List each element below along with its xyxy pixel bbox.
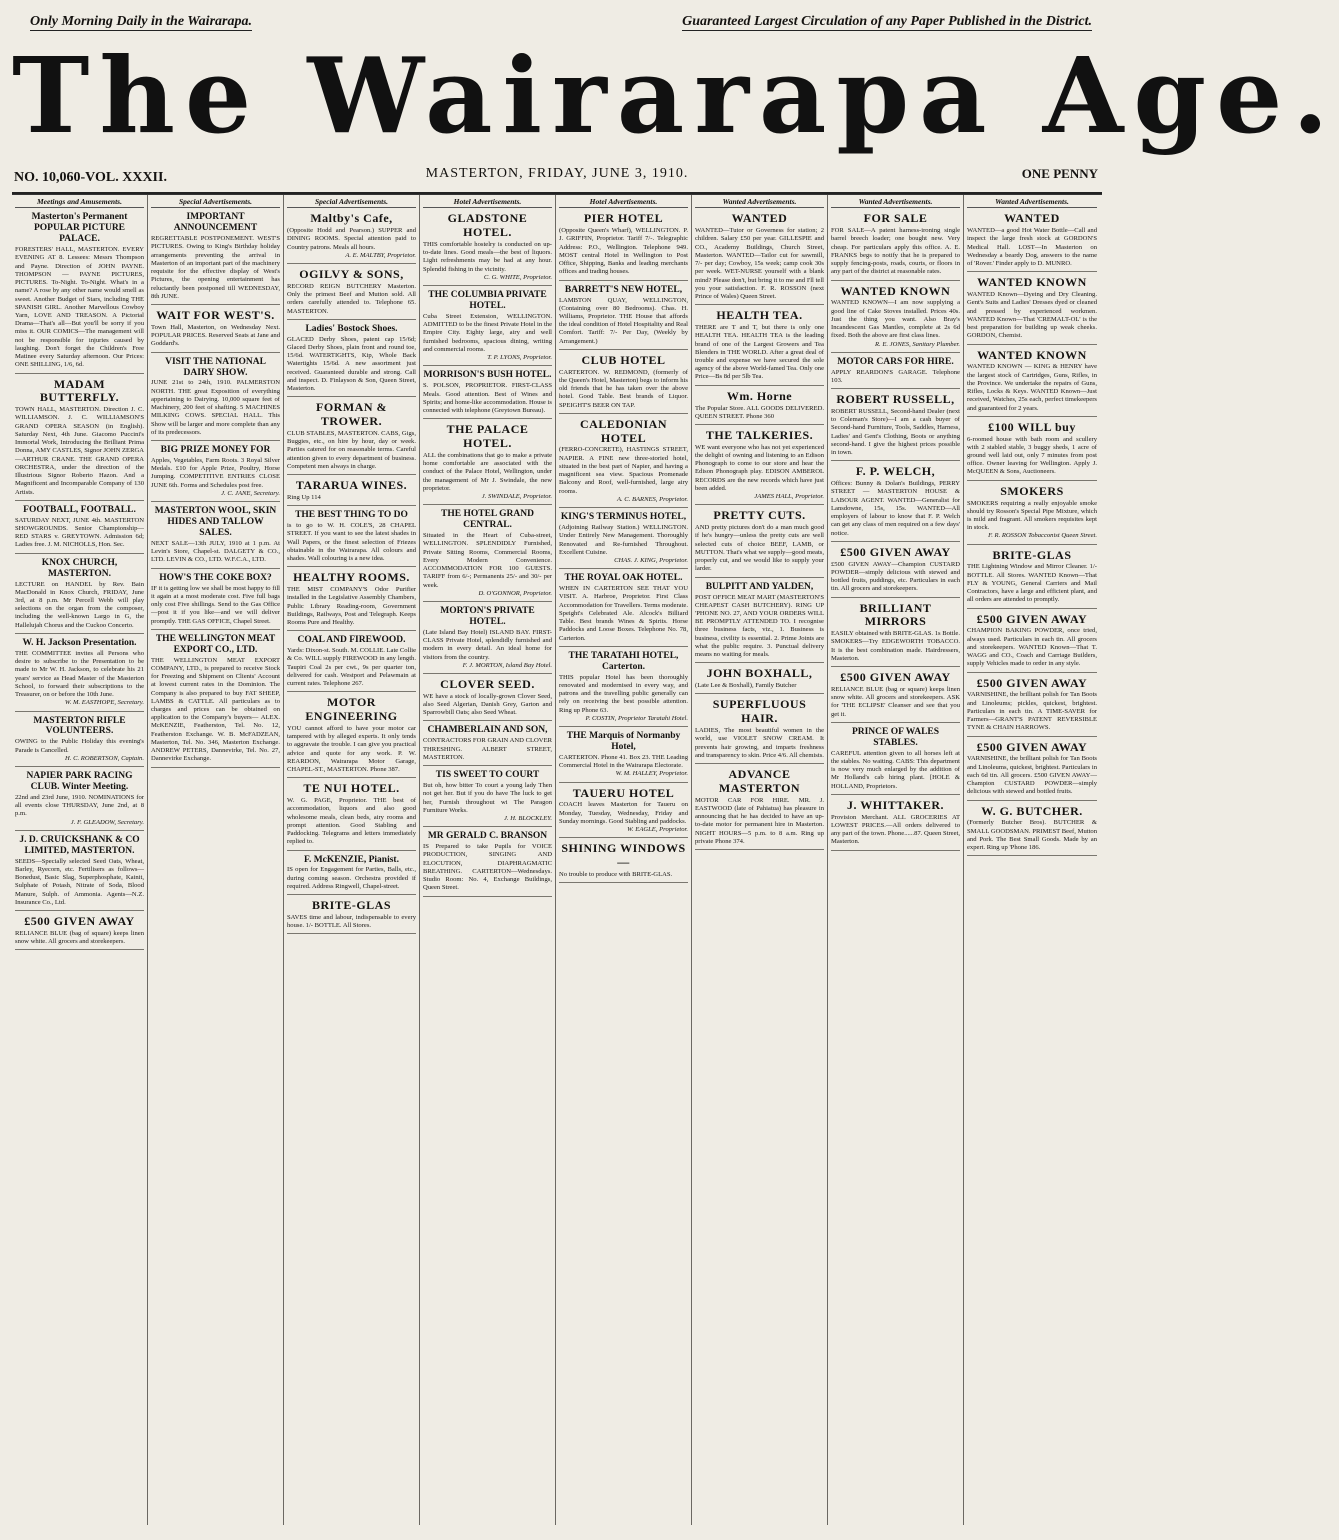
advertisement xyxy=(831,544,960,598)
ad-heading: THE TALKERIES. xyxy=(705,427,814,442)
ad-heading: BULPITT AND YALDEN, xyxy=(705,581,814,592)
ad-body: Apples, Vegetables, Farm Roots. 3 Royal Silver Medals. £10 for Apple Prize, Poultry, Horse Jumping. COMPETITIVE ENTRIES CLOSE JUNE 6th. Forms and Schedules post free. xyxy=(151,457,280,489)
ad-body: (Opposite Hodd and Pearson.) SUPPER and DINING ROOMS. Special attention paid to Country patrons. Meals all hours. xyxy=(287,227,416,251)
ad-heading: TIS SWEET TO COURT xyxy=(435,770,540,781)
ad-body: (Formerly Butcher Bros). BUTCHER & SMALL GOODSMAN. PRIMEST Beef, Mutton and Pork. The Best Small Goods. Made by an expert. Ring up 'Phone 186. xyxy=(967,819,1097,852)
ad-heading: BRITE-GLAS xyxy=(992,547,1072,562)
ad-body: No trouble to produce with BRITE-GLAS. xyxy=(559,870,673,878)
ad-body: CARTERTON. Phone 41. Box 23. THE Leading Commercial Hotel in the Wairarapa Electorate. xyxy=(559,753,688,770)
ad-body: COACH leaves Masterton for Taueru on Monday, Tuesday, Wednesday, Friday and Sunday mornings. Good Stabling and paddocks. xyxy=(559,801,688,825)
ad-body: (FERRO-CONCRETE), HASTINGS STREET, NAPIER. A FINE new three-storied hotel, situated in the best part of Napier, and having a magnificent sea view. Spacious Promenade Balcony and Roof, well-furnished, large airy rooms. xyxy=(559,446,688,495)
ad-heading: COAL AND FIREWOOD. xyxy=(297,635,406,646)
advertisement xyxy=(287,322,416,398)
column-8 xyxy=(964,195,1100,1525)
advertisement xyxy=(287,508,416,567)
column-7 xyxy=(828,195,964,1525)
ad-body: EASILY obtained with BRITE-GLAS. 1s Bottle. SMOKERS—Try EDGEWORTH TOBACCO. It is the best combination made. Hairdressers, Masterton. xyxy=(831,630,960,662)
ad-body: WANTED KNOWN — KING & HENRY have the largest stock of Cartridges, Guns, Rifles, in the Province. We undertake the repairs of Guns, Rifles, Locks & Keys. WANTED Known—Just received, Watches, 25s each, perfect timekeepers and guaranteed for 2 years. xyxy=(967,363,1097,412)
ad-signature: W. EAGLE, Proprietor. xyxy=(627,826,688,834)
advertisement xyxy=(15,503,144,554)
advertisement xyxy=(559,210,688,280)
ad-body: GLACED Derby Shoes, patent cap 15/6d; Glaced Derby Shoes, plain front and round toe, 15/6d. WATERTIGHTS, Kip, Whole Back Watertights 15/6d. A new assortment just received. Guaranteed durable and strong. Call and inspect. D. Finlayson & Son, Queen Street, Masterton. xyxy=(287,335,416,393)
ad-signature: T. P. LYONS, Proprietor. xyxy=(487,354,552,362)
advertisement xyxy=(423,288,552,366)
ad-heading: MORRISON'S BUSH HOTEL. xyxy=(423,370,552,381)
ad-heading: £500 GIVEN AWAY xyxy=(840,670,951,685)
ad-body: WANTED—Tutor or Governess for station; 2 children. Salary £50 per year. GILLESPIE and CO., Academy Buildings, Church Street, Masterton. WANTED—Tailor cut for sawmill, 7/- per day; Cowboy, 15s week; camp cook 30s per week. WET-NURSE yourself with a blank mind? Please don't, but bring it to me and I'll tell you your satisfaction. F. R. ROSSON (next Prince of Wales) Queen Street. xyxy=(695,227,824,301)
advertisement xyxy=(287,569,416,631)
ad-heading: THE HOTEL GRAND CENTRAL. xyxy=(441,509,534,531)
ad-body: SAVES time and labour, indispensable to every house. 1/- BOTTLE. All Stores. xyxy=(287,913,416,930)
advertisement xyxy=(831,355,960,389)
ad-heading: CLOVER SEED. xyxy=(440,676,535,691)
ad-heading: VISIT THE NATIONAL DAIRY SHOW. xyxy=(165,356,266,378)
advertisement xyxy=(967,419,1097,481)
advertisement xyxy=(695,665,824,694)
ad-heading: WANTED KNOWN xyxy=(840,283,951,298)
ad-heading: MR GERALD C. BRANSON xyxy=(427,831,548,842)
ad-heading: FORMAN & TROWER. xyxy=(316,400,387,429)
advertisement xyxy=(151,443,280,502)
advertisement xyxy=(15,556,144,634)
ad-body: THE WELLINGTON MEAT EXPORT COMPANY, LTD., is prepared to receive Stock for Freezing and Shipment on Clients' Account at lowest current rates in the Dominion. The Company is also prepared to buy FAT SHEEP, LAMBS & CATTLE. All particulars as to charges and prices can be obtained on application to the Company's buyers— ALEX. McKENZIE, Featherston, Tel. No. 12, Featherston Exchange. W. B. McFADZEAN, Masterton, Tel. No. 346, Masterton Exchange. ANDREW PETERS, Dannevirke, Tel. No. 27, Dannevirke Exchange. xyxy=(151,656,280,763)
ad-body: (Late Lee & Boxhall), Family Butcher xyxy=(695,682,797,690)
column-3 xyxy=(284,195,420,1525)
advertisement xyxy=(967,483,1097,545)
advertisement xyxy=(559,416,688,508)
ad-body: THERE are T and T, but there is only one HEALTH TEA. HEALTH TEA is the leading brand of one of the Largest Growers and Tea Blenders in THE WORLD. After a great deal of trouble and expense we have secured the sole agency of the above World-famed Tea. Only one Price—Bs 8d per 5lb Tea. xyxy=(695,324,824,381)
advertisement xyxy=(151,504,280,568)
advertisement xyxy=(287,694,416,778)
advertisement xyxy=(287,780,416,850)
column-heading: Wanted Advertisements. xyxy=(695,197,824,208)
ad-body: FORESTERS' HALL, MASTERTON. EVERY EVENING AT 8. Lessees: Messrs Thompson and Payne. Direction of JOHN PAYNE. THOMPSON — PAYNE PICTURES, PICTURES. To-Night. To-Night. What's in a name? A rose by any other name would smell as sweet. Another Budget of Stars, including THE SPANISH GIRL. Another Marvellous Cowboy Yarn, LOVE AND TREASON. A Pictorial Drama—That's all—But you'll be sorry if you miss it. OUR COMICS—The management will not be responsible for injuries caused by laughing. Don't forget the Children's Free Matinee every Saturday afternoon. Our Prices: ONE SHILLING, 1/6, 6d. xyxy=(15,246,144,369)
advertisement xyxy=(423,829,552,896)
column-heading: Hotel Advertisements. xyxy=(423,197,552,208)
ad-heading: HEALTHY ROOMS. xyxy=(293,570,410,585)
advertisement xyxy=(559,840,688,883)
ad-heading: Maltby's Cafe, xyxy=(310,211,393,226)
ad-body: RELIANCE BLUE (bag of square) keeps linen snow white. All grocers and storekeepers. xyxy=(15,929,144,946)
ad-body: IF it is getting low we shall be most happy to fill it again at a most moderate cost. Five full bags only cost Five shillings. Send to the Gas Office—post it if you like—and we will deliver promptly. THE GAS OFFICE, Chapel Street. xyxy=(151,584,280,625)
ad-heading: TAUERU HOTEL xyxy=(572,785,675,800)
ad-body: WE want everyone who has not yet experienced the delight of owning and listening to an Edison Phonograph to come to our store and hear the Edison Phonograph play. EDISON AMBEROL RECORDS are the new records which have just been added. xyxy=(695,443,824,492)
ad-body: Cuba Street Extension, WELLINGTON. ADMITTED to be the finest Private Hotel in the Empire City. Eighty large, airy and well furnished bedrooms, spacious dining, writing and commercial rooms. xyxy=(423,312,552,353)
ad-body: NEXT SALE—13th JULY, 1910 at 1 p.m. At Levin's Store, Chapel-st. DALGETY & CO., LTD. LEVIN & CO., LTD. W.F.C.A., LTD. xyxy=(151,539,280,564)
ad-body: APPLY REARDON'S GARAGE. Telephone 103. xyxy=(831,368,960,384)
ad-heading: FOR SALE xyxy=(863,211,928,226)
ad-body: (Opposite Queen's Wharf), WELLINGTON. P. J. GRIFFIN, Proprietor. Tariff 7/-. Telegraphic Address: P.O., Wellington. Telephone 949. MOST central Hotel in Wellington to Post Office, Shipping, Banks and leading merchants offices and trading houses. xyxy=(559,227,688,276)
advertisement xyxy=(967,739,1097,801)
advertisement xyxy=(423,368,552,419)
ad-heading: BARRETT'S NEW HOTEL, xyxy=(564,284,683,295)
ad-heading: CHAMBERLAIN AND SON, xyxy=(427,725,548,736)
ad-signature: JAMES HALL, Proprietor. xyxy=(754,493,824,501)
ad-body: WANTED Known—Dyeing and Dry Cleaning. Gent's Suits and Ladies' Dresses dyed or cleaned and pressed by experienced workmen. WANTED Known—That 'CREMALT-OL' is the best preparation for building up weak cheeks. GORDON, Chemist. xyxy=(967,291,1097,340)
advertisement xyxy=(423,421,552,505)
ad-body: 6-roomed house with bath room and scullery with 2 stabled stable, 3 buggy sheds, 1 acre of ground well laid out, only 7 minutes from post office. Owner leaving for Wellington. Apply J. McQUEEN & Sons, Auctioneers. xyxy=(967,435,1097,476)
column-2 xyxy=(148,195,284,1525)
ad-signature: J. C. JANE, Secretary. xyxy=(221,489,280,497)
ad-body: THIS popular Hotel has been thoroughly renovated and modernised in every way, and patrons and the travelling public generally can rely on receiving the best possible attention. Ring up Phone 63. xyxy=(559,673,688,714)
ad-body: LADIES, The most beautiful women in the world, use VIOLET SNOW CREAM. It prevents hair growing, and imparts freshness and transparency to skin. Price 4/6. All chemists. xyxy=(695,727,824,759)
ad-body: Provision Merchant. ALL GROCERIES AT LOWEST PRICES.—All orders delivered to any part of the town. Phone......87. Queen Street, Masterton. xyxy=(831,813,960,846)
column-heading: Meetings and Amusements. xyxy=(15,197,144,208)
ad-heading: THE TARATAHI HOTEL, Carterton. xyxy=(568,650,679,672)
ad-heading: Wm. Horne xyxy=(726,388,793,403)
advertisement xyxy=(15,636,144,712)
advertisement xyxy=(559,352,688,414)
advertisement xyxy=(695,580,824,664)
ad-signature: CHAS. J. KING, Proprietor. xyxy=(614,556,688,564)
ad-signature: H. C. ROBERTSON, Captain. xyxy=(65,754,144,762)
advertisement xyxy=(967,547,1097,609)
ad-signature: W. M. EASTHOPE, Secretary. xyxy=(64,699,144,707)
newspaper-page xyxy=(12,6,1339,1534)
ad-signature: C. G. WHITE, Proprietor. xyxy=(483,273,552,281)
advertisement xyxy=(287,399,416,475)
ad-heading: IMPORTANT ANNOUNCEMENT xyxy=(173,212,258,234)
ad-body: POST OFFICE MEAT MART (MASTERTON'S CHEAPEST CASH BUTCHERY). RING UP 'PHONE NO. 27, AND YOUR ORDERS WILL BE PROMPTLY ATTENDED TO. I recognise three business facts, viz., 1. Business is business, civility is essential. 2. Prime Joints are what the public require. 3. Punctual delivery means no waiting for meals. xyxy=(695,593,824,659)
ad-signature: F. R. ROSSON Tobacconist Queen Street. xyxy=(988,532,1097,540)
advertisement xyxy=(151,571,280,630)
ad-heading: HEALTH TEA. xyxy=(716,308,803,323)
price: ONE PENNY xyxy=(1021,166,1098,181)
column-heading: Special Advertisements. xyxy=(287,197,416,208)
advertisement xyxy=(695,388,824,425)
ad-heading: CLUB HOTEL xyxy=(581,352,666,367)
ad-body: SMOKERS requiring a really enjoyable smoke should try Rosson's Special Pipe Mixture, which is mild and fragrant. All smokers requisites kept in stock. xyxy=(967,499,1097,532)
ad-heading: NAPIER PARK RACING CLUB. Winter Meeting. xyxy=(26,771,133,792)
ad-heading: W. H. Jackson Presentation. xyxy=(22,637,137,648)
ad-body: IS Prepared to take Pupils for VOICE PRODUCTION, SINGING AND ELOCUTION, DIAPHRAGMATIC BREATHING. CARTERTON—Wednesdays. Studio Room: No. 4, Exchange Buildings, Queen Street. xyxy=(423,843,552,892)
ad-heading: BIG PRIZE MONEY FOR xyxy=(160,445,271,456)
ad-body: £500 GIVEN AWAY—Champion CUSTARD POWDER—simply delicious with stewed and bottled fruits, puddings, etc. Particulars in each tin. All grocers and storekeepers. xyxy=(831,560,960,593)
ad-heading: £500 GIVEN AWAY xyxy=(840,544,951,559)
ad-heading: WANTED KNOWN xyxy=(977,347,1087,362)
advertisement xyxy=(559,283,688,350)
ad-body: THE MIST COMPANY'S Odor Purifier installed in the Legislative Assembly Chambers, Public Library Reading-room, Government Buildings, Railways, Post and Telegraph. Keeps Rooms Pure and Healthy. xyxy=(287,586,416,627)
advertisement xyxy=(831,463,960,541)
column-heading: Hotel Advertisements. xyxy=(559,197,688,208)
ad-heading: MOTOR ENGINEERING xyxy=(305,695,398,724)
ad-body: S. POLSON, PROPRIETOR. FIRST-CLASS Meals. Good attention. Best of Wines and Spirits; and home-like accommodation. House is connected with telephone (Greytown Bureau). xyxy=(423,382,552,415)
column-heading: Special Advertisements. xyxy=(151,197,280,208)
ad-heading: £500 GIVEN AWAY xyxy=(24,914,135,929)
ad-body: Yards: Dixon-st. South. M. COLLIE. Late Collie & Co. WILL supply FIREWOOD in any length. Taupiri Coal 2s per cwt., 9s per quarter ton, delivered for cash. Westport and Pelawmain at current rates. Telephone 267. xyxy=(287,647,417,688)
ad-body: WE have a stock of locally-grown Clover Seed, also Seed Algerian, Danish Grey, Garton and Sparrowbill Oats; also Seed Wheat. xyxy=(423,692,552,717)
ad-heading: £500 GIVEN AWAY xyxy=(976,611,1088,626)
advertisement xyxy=(423,723,552,766)
advertisement xyxy=(287,477,416,506)
ad-heading: OGILVY & SONS, xyxy=(299,267,404,282)
ad-body: AND pretty pictures don't do a man much good if he's hungry—unless the pretty cuts are well selected cuts of choice BEEF, LAMB, or MUTTON. That's what we supply—good meats, properly cut, and we would like to supply your larder. xyxy=(695,524,824,573)
ad-body: CHAMPION BAKING POWDER, once tried, always used. Particulars in each tin. All grocers and storekeepers. WANTED Known—That T. WAGG and CO., Coach and Carriage Builders, supply Vehicles made to order in any style. xyxy=(967,627,1097,668)
ad-heading: THE Marquis of Normanby Hotel, xyxy=(566,731,681,752)
ad-heading: WAIT FOR WEST'S. xyxy=(156,308,275,323)
ad-body: VARNISHINE, the brilliant polish for Tan Boots and Linoleums, quickest, brightest. Particulars in each 6d tin. All grocers. £500 GIVEN AWAY—Champion CUSTARD POWDER—simply delicious with stewed and bottled fruits. xyxy=(967,755,1097,796)
advertisement xyxy=(695,210,824,305)
ad-body: VARNISHINE, the brilliant polish for Tan Boots and Linoleums; pickles, quickest, brightest. Particulars in each tin. A TIME-SAVER for Farmers—GRANT'S PATENT REVERSIBLE TYNE & CHAIN HARROWS. xyxy=(967,691,1097,732)
ad-heading: BRILLIANT MIRRORS xyxy=(859,600,932,629)
ad-body: THE COMMITTEE invites all Persons who desire to subscribe to the Presentation to be made to Mr W. H. Jackson, to celebrate his 21 years' service as Head Master of the Masterton School, to forward their subscriptions to the Treasurer, on or before the 10th June. xyxy=(15,649,144,699)
ad-heading: MADAM BUTTERFLY. xyxy=(39,376,120,405)
advertisement xyxy=(831,725,960,795)
issue-number: NO. 10,060-VOL. XXXII. xyxy=(14,170,167,185)
advertisement xyxy=(831,600,960,668)
ad-heading: £500 GIVEN AWAY xyxy=(976,675,1088,690)
ad-heading: TARARUA WINES. xyxy=(295,478,408,493)
ad-heading: KING'S TERMINUS HOTEL, xyxy=(560,512,687,523)
ad-body: WANTED—a good Hot Water Bottle—Call and inspect the large fresh stock at GORDON'S Medical Hall. LOST—In Masterton on Wednesday a beardy Dog, answers to the name of 'Rover.' Finder apply to D. MUNRO. xyxy=(967,227,1097,268)
ad-heading: Masterton's Permanent POPULAR PICTURE PALACE. xyxy=(31,212,128,245)
advertisement xyxy=(967,210,1097,272)
ad-heading: MORTON'S PRIVATE HOTEL. xyxy=(440,605,535,627)
ad-heading: W. G. BUTCHER. xyxy=(981,803,1083,818)
ad-body: JUNE 21st to 24th, 1910. PALMERSTON NORTH. THE great Exposition of everything appertaining to Dairying. 10,000 square feet of Machinery, 200 feet of shafting. 5 MACHINES MILKING COWS. SPECIAL HALL. This Show will be larger and more complete than any of its predecessors. xyxy=(151,379,280,436)
tagline-right: Guaranteed Largest Circulation of any Paper Published in the District. xyxy=(682,14,1092,29)
ad-heading: ROBERT RUSSELL, xyxy=(836,392,955,407)
advertisement xyxy=(15,833,144,911)
advertisement xyxy=(831,210,960,280)
advertisement xyxy=(15,376,144,501)
ad-heading: BRITE-GLAS xyxy=(311,898,392,913)
ad-body: ROBERT RUSSELL, Second-hand Dealer (next to Coleman's Store)—I am a cash buyer of Second-hand Furniture, Tools, Saddles, Harness, Ladies' and Gent's Clothing, Boots or anything second-hand. I give the highest prices possible in town. xyxy=(831,407,960,457)
ad-heading: THE WELLINGTON MEAT EXPORT CO., LTD. xyxy=(155,633,276,655)
ad-body: RELIANCE BLUE (bag or square) keeps linen snow white. All grocers and storekeepers. ASK for 'THE ECLIPSE' Cleanser and see that you get it. xyxy=(831,685,960,718)
advertisement xyxy=(967,675,1097,737)
ad-body: TOWN HALL, MASTERTON. Direction J. C. WILLIAMSON. J. C. WILLIAMSON'S GRAND OPERA SEASON (in English). Saturday Next, 4th June. Giacomo Puccini's Immortal Work, Introducing the Brilliant Prima Donna, AMY CASTLES, Signor JOHN ZERGA—ARTHUR CRANE. THE GRAND OPERA ORCHESTRA, under the direction of the Illustrious Signor Roberto Hazon. And a Magnificent and Incomparable Company of 130 Artists. xyxy=(15,406,144,496)
ad-heading: PRINCE OF WALES STABLES. xyxy=(851,726,940,748)
advertisement xyxy=(287,266,416,320)
advertisement xyxy=(151,307,280,353)
ad-signature: D. O'GONNOR, Proprietor. xyxy=(478,589,552,597)
advertisement xyxy=(695,507,824,577)
tagline-left: Only Morning Daily in the Wairarapa. xyxy=(30,14,252,29)
ad-heading: MOTOR CARS FOR HIRE. xyxy=(837,356,954,367)
ad-signature: A. C. BARNES, Proprietor. xyxy=(616,495,688,503)
ad-signature: P. COSTIN, Proprietor Taratahi Hotel. xyxy=(585,714,688,722)
columns-container xyxy=(12,194,1102,1525)
advertisement xyxy=(559,649,688,727)
ad-body: SEEDS—Specially selected Seed Oats, Wheat, Barley, Ryecorn, etc. Fertilisers as follows—Bonedust, Basic Slag, Superphosphate, Kainit, Sulphate of Potash, Nitrate of Soda, Blood Manure, Sulph. of Ammonia. Agents—N.Z. Insurance Co., Ltd. xyxy=(15,857,144,906)
advertisement xyxy=(559,571,688,647)
ad-heading: KNOX CHURCH, MASTERTON. xyxy=(41,557,118,579)
ad-body: SATURDAY NEXT, JUNE 4th. MASTERTON SHOWGROUNDS. Senior Championship—RED STARS v. GREYTOWN. Admission 6d; Ladies free. J. M. NICHOLLS, Hon. Sec. xyxy=(15,516,144,549)
advertisement xyxy=(151,210,280,305)
advertisement xyxy=(559,785,688,839)
ad-signature: R. E. JONES, Sanitary Plumber. xyxy=(875,340,960,348)
ad-body: ALL the combinations that go to make a private home comfortable are associated with the conduct of the Palace Hotel, Wellington, under the management of Mr J. Swindale, the new proprietor. xyxy=(423,451,552,492)
advertisement xyxy=(423,768,552,827)
ad-body: Situated in the Heart of Cuba-street, WELLINGTON. SPLENDIDLY Furnished, Private Sitting Rooms, Commercial Rooms, Every Modern Convenience. ACCOMMODATION FOR 100 GUESTS. TARIFF from 6/-; Permanents 25/- and 30/- per week. xyxy=(423,532,552,589)
ad-heading: HOW'S THE COKE BOX? xyxy=(159,572,272,583)
ad-heading: MASTERTON RIFLE VOLUNTEERS. xyxy=(33,715,126,737)
ad-heading: SMOKERS xyxy=(1000,483,1064,498)
advertisement xyxy=(287,210,416,264)
advertisement xyxy=(423,210,552,286)
advertisement xyxy=(695,766,824,850)
column-heading: Wanted Advertisements. xyxy=(831,197,960,208)
ad-heading: J. WHITTAKER. xyxy=(846,797,945,812)
ad-heading: THE ROYAL OAK HOTEL. xyxy=(564,573,683,584)
advertisement xyxy=(695,427,824,505)
ad-body: CARTERTON. W. REDMOND, (formerly of the Queen's Hotel, Masterton) begs to inform his old friends that he has taken over the above hotel. Good Table. Best brands of Liquor. SPEIGHT'S BEER ON TAP. xyxy=(559,368,688,409)
advertisement xyxy=(287,853,416,896)
ad-body: Offices: Bunny & Dolan's Buildings, PERRY STREET — MASTERTON HOUSE & LABOUR AGENT. WANTED—Generalist for Lansdowne, 15s, 15s. WANTED—All employers of labour to know that F. P. Welch can get any class of men required on a few days' notice. xyxy=(831,480,960,537)
advertisement xyxy=(831,283,960,353)
ad-body: FOR SALE—A patent harness-ironing single barrel breech loader; one bought new. Very cheap. For particulars apply this office. A. E. FRANKS begs to notify that he is prepared to supply fencing-posts, roads, courts, or floors in any part of the district at reasonable rates. xyxy=(831,227,960,276)
ad-heading: THE PALACE HOTEL. xyxy=(446,422,529,451)
ad-heading: JOHN BOXHALL, xyxy=(706,666,813,681)
advertisement xyxy=(287,633,416,692)
advertisement xyxy=(15,913,144,950)
advertisement xyxy=(151,355,280,441)
dateline-bar xyxy=(12,156,1102,192)
ad-body: WANTED KNOWN—I am now supplying a good line of Cake Stoves installed. Prices 40s. Just the thing you want. Also Bray's Incandescent Gas Mantles, complete at 2s 6d fixed. Both the above are first class lines. xyxy=(831,299,960,340)
column-6 xyxy=(692,195,828,1525)
column-1 xyxy=(12,195,148,1525)
ad-heading: PRETTY CUTS. xyxy=(713,508,806,523)
ad-heading: PIER HOTEL xyxy=(583,211,664,226)
advertisement xyxy=(15,769,144,831)
ad-body: CAREFUL attention given to all horses left at the stables. No waiting. CABS: This department is now very much enlarged by the addition of Mr Holland's cab hiring plant. [HOLE & HOLLAND, Proprietors. xyxy=(831,749,960,790)
ad-body: Ring Up 114 xyxy=(287,493,321,501)
ad-body: IS open for Engagement for Parties, Balls, etc., during coming season. Orchestra provided if required. Address Ringwell, Chapel-street. xyxy=(287,866,416,890)
dateline: MASTERTON, FRIDAY, JUNE 3, 1910. xyxy=(425,166,689,181)
advertisement xyxy=(831,669,960,723)
ad-heading: SUPERFLUOUS HAIR. xyxy=(712,697,807,726)
advertisement xyxy=(287,897,416,934)
advertisement xyxy=(967,347,1097,417)
ad-body: CONTRACTORS FOR GRAIN AND CLOVER THRESHING. ALBERT STREET, MASTERTON. xyxy=(423,737,552,761)
ad-heading: MASTERTON WOOL, SKIN HIDES AND TALLOW SALES. xyxy=(154,506,277,539)
ad-body: CLUB STABLES, MASTERTON. CABS, Gigs, Buggies, etc., on hire by hour, day or week. Parties catered for on reasonable terms. Careful attention given to every department of business. Competent men always in charge. xyxy=(287,430,416,470)
ad-heading: THE COLUMBIA PRIVATE HOTEL. xyxy=(428,290,547,312)
advertisement xyxy=(967,274,1097,344)
advertisement xyxy=(423,507,552,602)
advertisement xyxy=(831,391,960,461)
ad-heading: TE NUI HOTEL. xyxy=(303,781,400,796)
ad-body: But oh, how bitter To court a young lady Then not get her. But if you do have The luck to get her, Furnish throughout wi The Paragon Furniture Works. xyxy=(423,782,552,814)
ad-body: The Popular Store. ALL GOODS DELIVERED. QUEEN STREET. Phone 360 xyxy=(695,404,824,420)
advertisement xyxy=(15,714,144,768)
ad-heading: £100 WILL buy xyxy=(988,419,1076,434)
ad-body: THIS comfortable hostelry is conducted on up-to-date lines. Good meals—the best of liquors. Light refreshments may be had at any hour. Splendid fishing in the vicinity. xyxy=(423,240,552,273)
advertisement xyxy=(695,696,824,764)
ad-body: THE Lightning Window and Mirror Cleaner. 1/- BOTTLE. All Stores. WANTED Known—That FLY & YOUNG, General Carriers and Mail Contractors, have a large and efficient plant, and all orders are attended to promptly. xyxy=(967,563,1097,604)
ad-body: LAMBTON QUAY, WELLINGTON, (Containing over 80 Bedrooms). Chas. H. Williams, Proprietor. THE House that affords the ideal condition of Hotel Hospitality and Real Comfort. Tariff: 7/- Per Day, (Weekly by Arrangement.) xyxy=(559,296,688,345)
column-5 xyxy=(556,195,692,1525)
advertisement xyxy=(559,729,688,783)
ad-heading: GLADSTONE HOTEL. xyxy=(447,211,528,240)
ad-body: REGRETTABLE POSTPONEMENT. WEST'S PICTURES. Owing to King's Birthday holiday arrangements preventing the arrival in Masterton of an important part of the machinery requisite for the effective display of West's Pictures, the opening entertainment has reluctantly been postponed till WEDNESDAY, 8th JUNE. xyxy=(151,235,280,300)
ad-body: Town Hall, Masterton, on Wednesday Next. POPULAR PRICES. Reserved Seats at Jane and Goddard's. xyxy=(151,323,280,348)
ad-signature: J. H. BLOCKLEY. xyxy=(504,814,552,822)
ad-body: OWING to the Public Holiday this evening's Parade is Cancelled. xyxy=(15,738,144,754)
ad-signature: F. J. MORTON, Island Bay Hotel. xyxy=(462,661,552,669)
advertisement xyxy=(559,510,688,569)
ad-heading: THE BEST THING TO DO xyxy=(295,510,408,521)
column-heading: Wanted Advertisements. xyxy=(967,197,1097,208)
ad-heading: WANTED KNOWN xyxy=(977,275,1087,290)
ad-heading: F. P. WELCH, xyxy=(855,464,936,479)
ad-heading: WANTED xyxy=(1004,211,1060,226)
ad-signature: J. F. GLEADOW, Secretary. xyxy=(70,818,144,826)
ad-body: MOTOR CAR FOR HIRE. MR. J. EASTWOOD (late of Pahiatua) has pleasure in announcing that he has decided to have an up-to-date motor for permanent hire in Masterton. NIGHT HOURS—5 p.m. to 8 a.m. Ring up private Phone 374. xyxy=(695,796,824,845)
advertisement xyxy=(423,676,552,722)
advertisement xyxy=(15,210,144,373)
advertisement xyxy=(423,604,552,674)
advertisement xyxy=(967,803,1097,857)
ad-heading: Ladies' Bostock Shoes. xyxy=(305,323,398,334)
ad-signature: A. E. MALTBY, Proprietor. xyxy=(345,251,416,259)
ad-heading: F. McKENZIE, Pianist. xyxy=(304,854,399,865)
ad-heading: £500 GIVEN AWAY xyxy=(976,739,1088,754)
ad-heading: SHINING WINDOWS— xyxy=(561,841,686,870)
ad-heading: WANTED xyxy=(731,211,788,226)
advertisement xyxy=(151,632,280,768)
advertisement xyxy=(695,307,824,385)
ad-body: 22nd and 23rd June, 1910. NOMINATIONS for all events close THURSDAY, June 2nd, at 8 p.m. xyxy=(15,793,144,818)
ad-signature: W. M. HALLEY, Proprietor. xyxy=(615,770,688,778)
advertisement xyxy=(831,797,960,851)
ad-body: is to go to W. H. COLE'S, 28 CHAPEL STREET. If you want to see the latest shades in Wall Papers, or the finest selection of Friezes obtainable in the Wairarapa. All colours and shades. Wall colouring is a new idea. xyxy=(287,522,416,563)
ad-signature: J. SWINDALE, Proprietor. xyxy=(481,493,552,501)
ad-body: (Adjoining Railway Station.) WELLINGTON. Under Entirely New Management. Thoroughly Renovated and Re-furnished Throughout. Excellent Cuisine. xyxy=(559,524,688,556)
ad-heading: ADVANCE MASTERTON xyxy=(718,766,801,795)
ad-heading: CALEDONIAN HOTEL xyxy=(579,416,667,445)
ad-heading: FOOTBALL, FOOTBALL. xyxy=(23,504,136,515)
ad-heading: J. D. CRUICKSHANK & CO LIMITED, MASTERTON. xyxy=(19,834,140,856)
ad-body: LECTURE on HANDEL by Rev. Bain MacDonald in Knox Church, FRIDAY, June 3rd, at 8 p.m. Mr Percell Webb will play selections on the organ from the composer, including the well-known Largo in G, the Hallelujah Chorus and the Cuckoo Concerto. xyxy=(15,580,144,629)
column-4 xyxy=(420,195,556,1525)
ad-body: WHEN IN CARTERTON SEE THAT YOU VISIT. A. Harbroe, Proprietor. First Class Accommodation for Travellers. Terms moderate. Speight's Celebrated Ale. Alcock's Billiard Table. Best brands Wines & Spirits. Horse Paddocks and Loose Boxes. Telephone No. 78, Carterton. xyxy=(559,585,688,642)
top-banner xyxy=(12,6,1102,36)
ad-body: W. G. PAGE, Proprietor. THE best of accommodation, liquors and also good wholesome meals, clean beds, airy rooms and prompt attention. Good Stabling and Paddocking. Telegrams and letters immediately replied to. xyxy=(287,797,416,846)
masthead-title: The Wairarapa Age. xyxy=(12,34,1339,157)
ad-body: RECORD REIGN BUTCHERY Masterton. Only the primest Beef and Mutton sold. All orders carefully attended to. Telephone 65. MASTERTON. xyxy=(287,282,416,315)
ad-body: YOU cannot afford to have your motor car tampered with by alleged experts. It only tends to aggravate the trouble. I can give you practical advice and quote for any work. P. W. REARDON, Wairarapa Motor Garage, CHAPEL-ST., MASTERTON. Phone 387. xyxy=(287,724,416,774)
ad-body: (Late Island Bay Hotel) ISLAND BAY. FIRST-CLASS Private Hotel, splendidly furnished and modern in every detail. An ideal home for visitors from the country. xyxy=(423,628,552,661)
advertisement xyxy=(967,611,1097,673)
